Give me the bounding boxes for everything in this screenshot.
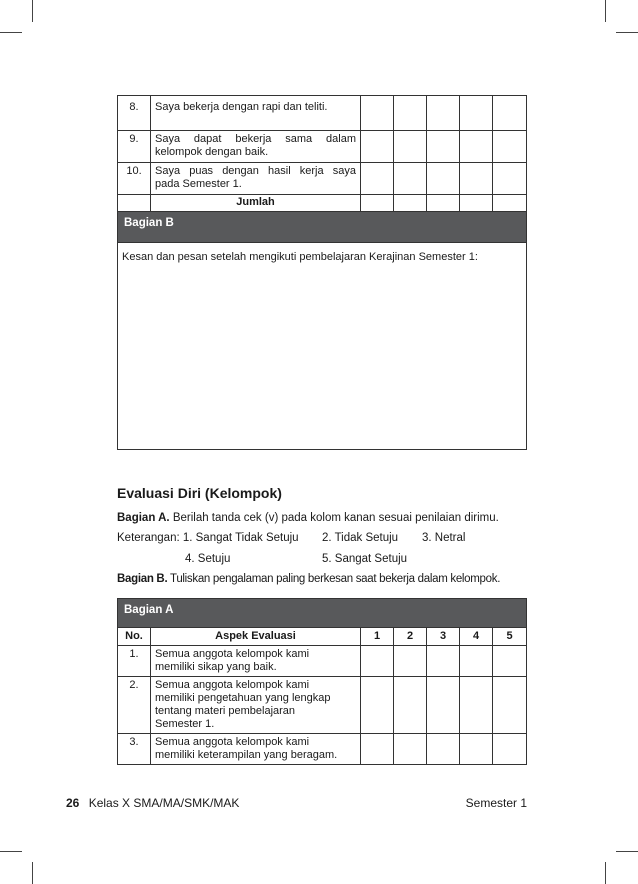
col-score: 2 [394,628,427,646]
check-cell[interactable] [460,646,493,677]
check-cell[interactable] [361,163,394,195]
instruction-a [117,512,499,524]
instruction-a-label: Bagian A. [117,512,170,524]
total-cell[interactable] [493,195,527,212]
legend-4: 4. Setuju [185,553,231,565]
page-footer-left [66,796,239,810]
table-row [118,677,527,734]
check-cell[interactable] [493,163,527,195]
row-text [151,734,361,765]
total-cell[interactable] [361,195,394,212]
total-cell[interactable] [460,195,493,212]
row-text-line: Semua anggota kelompok kami [155,648,310,660]
row-number: 8. [118,96,151,131]
check-cell[interactable] [427,677,460,734]
table-header-row [118,628,527,646]
col-score: 4 [460,628,493,646]
instruction-b [117,573,500,585]
check-cell[interactable] [493,734,527,765]
check-cell[interactable] [427,646,460,677]
row-number: 10. [118,163,151,195]
table-row [118,131,527,163]
check-cell[interactable] [493,96,527,131]
legend-2: 2. Tidak Setuju [322,532,399,544]
check-cell[interactable] [460,163,493,195]
check-cell[interactable] [427,734,460,765]
instruction-a-text: Berilah tanda cek (v) pada kolom kanan sesuai penilaian dirimu. [172,512,499,524]
col-score: 1 [361,628,394,646]
col-no: No. [118,628,151,646]
instruction-b-label: Bagian B. [117,573,168,585]
check-cell[interactable] [361,96,394,131]
total-cell[interactable] [394,195,427,212]
row-number: 3. [118,734,151,765]
check-cell[interactable] [361,677,394,734]
check-cell[interactable] [394,734,427,765]
row-text-line: kelompok dengan baik. [155,146,269,158]
crop-mark [616,851,638,852]
check-cell[interactable] [460,131,493,163]
row-text-line: Saya puas dengan hasil kerja saya [155,165,356,177]
evaluation-table [117,598,527,765]
row-text-line: Saya dapat bekerja sama dalam [155,133,356,145]
row-text [151,163,361,195]
check-cell[interactable] [427,131,460,163]
row-text-line: Semua anggota kelompok kami [155,736,310,748]
row-text-line: memiliki sikap yang baik. [155,661,277,673]
bagian-b-header: Bagian B [118,212,527,243]
table-row [118,96,527,131]
table-row [118,163,527,195]
check-cell[interactable] [394,96,427,131]
crop-mark [605,0,606,22]
row-text [151,677,361,734]
check-cell[interactable] [394,646,427,677]
row-text [151,646,361,677]
row-text-line: tentang materi pembelajaran [155,705,296,717]
table-row [118,646,527,677]
row-number: 1. [118,646,151,677]
instruction-b-text: Tuliskan pengalaman paling berkesan saat bekerja dalam kelompok. [170,573,501,585]
col-score: 3 [427,628,460,646]
total-label: Jumlah [151,195,361,212]
check-cell[interactable] [361,646,394,677]
semester-label: Semester 1 [465,796,527,810]
check-cell[interactable] [460,677,493,734]
col-score: 5 [493,628,527,646]
check-cell[interactable] [460,734,493,765]
bagian-a-header: Bagian A [118,599,527,628]
bagian-b-textarea[interactable] [118,243,527,450]
legend-1: Keterangan: 1. Sangat Tidak Setuju [117,532,299,544]
row-text-line: memiliki pengetahuan yang lengkap [155,692,331,704]
table-row [118,195,527,212]
check-cell[interactable] [361,131,394,163]
check-cell[interactable] [394,163,427,195]
crop-mark [32,862,33,884]
col-aspek: Aspek Evaluasi [151,628,361,646]
check-cell[interactable] [493,646,527,677]
table-row [118,734,527,765]
check-cell[interactable] [361,734,394,765]
check-cell[interactable] [394,677,427,734]
empty-cell [118,195,151,212]
check-cell[interactable] [460,96,493,131]
row-text-line: Semester 1. [155,718,215,730]
row-text [151,131,361,163]
crop-mark [32,0,33,22]
check-cell[interactable] [427,163,460,195]
row-text-line: pada Semester 1. [155,178,242,190]
crop-mark [0,851,22,852]
check-cell[interactable] [427,96,460,131]
crop-mark [616,32,638,33]
total-cell[interactable] [427,195,460,212]
book-title: Kelas X SMA/MA/SMK/MAK [88,796,240,810]
row-text: Saya bekerja dengan rapi dan teliti. [151,96,361,131]
check-cell[interactable] [394,131,427,163]
page-number: 26 [66,796,80,810]
row-text-line: Semua anggota kelompok kami [155,679,310,691]
section-title: Evaluasi Diri (Kelompok) [117,485,282,501]
legend-5: 5. Sangat Setuju [322,553,408,565]
row-number: 9. [118,131,151,163]
crop-mark [0,32,22,33]
top-table [117,95,527,450]
crop-mark [605,862,606,884]
row-number: 2. [118,677,151,734]
bagian-b-prompt: Kesan dan pesan setelah mengikuti pembelajaran Kerajinan Semester 1: [122,251,478,263]
row-text-line: memiliki keterampilan yang beragam. [155,749,338,761]
check-cell[interactable] [493,131,527,163]
legend-row-1 [117,532,299,544]
legend-3: 3. Netral [422,532,466,544]
check-cell[interactable] [493,677,527,734]
